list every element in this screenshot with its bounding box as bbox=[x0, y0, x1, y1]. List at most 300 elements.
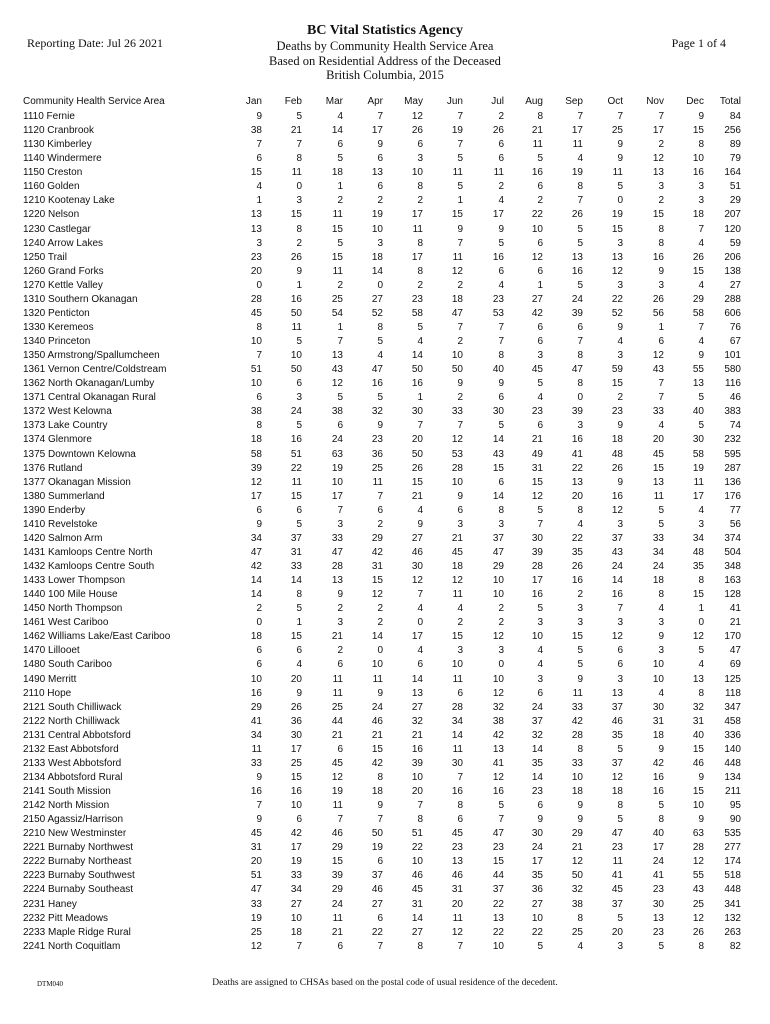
table-row bbox=[23, 490, 741, 504]
count-cell: 11 bbox=[372, 673, 383, 685]
count-cell: 37 bbox=[611, 898, 623, 910]
count-cell: 84 bbox=[729, 111, 741, 122]
count-cell: 5 bbox=[658, 940, 664, 952]
count-cell: 40 bbox=[492, 364, 504, 376]
count-cell: 5 bbox=[577, 645, 583, 657]
count-cell: 38 bbox=[250, 406, 262, 418]
count-cell: 3 bbox=[658, 181, 664, 193]
count-cell: 32 bbox=[411, 715, 423, 727]
count-cell: 116 bbox=[725, 378, 741, 390]
count-cell: 25 bbox=[250, 926, 262, 938]
count-cell: 46 bbox=[611, 715, 623, 727]
table-row bbox=[23, 293, 741, 307]
count-cell: 10 bbox=[451, 476, 463, 488]
count-cell: 6 bbox=[377, 856, 383, 868]
count-cell: 50 bbox=[290, 307, 302, 319]
count-cell: 19 bbox=[611, 209, 623, 221]
count-cell: 19 bbox=[371, 209, 383, 221]
count-cell: 8 bbox=[256, 321, 262, 333]
count-cell: 15 bbox=[250, 167, 262, 179]
table-row bbox=[23, 616, 741, 630]
count-cell: 3 bbox=[658, 279, 664, 291]
count-cell: 26 bbox=[611, 462, 623, 474]
count-cell: 0 bbox=[296, 181, 302, 193]
table-row bbox=[23, 560, 741, 574]
count-cell: 15 bbox=[492, 462, 504, 474]
count-cell: 6 bbox=[337, 139, 343, 151]
count-cell: 12 bbox=[531, 490, 543, 502]
area-name-cell: 1270 Kettle Valley bbox=[23, 279, 103, 291]
count-cell: 5 bbox=[498, 800, 504, 812]
count-cell: 42 bbox=[250, 561, 262, 572]
count-cell: 47 bbox=[611, 828, 623, 840]
count-cell: 15 bbox=[451, 209, 463, 221]
count-cell: 47 bbox=[451, 307, 463, 319]
count-cell: 374 bbox=[724, 532, 741, 544]
count-cell: 18 bbox=[331, 167, 343, 179]
count-cell: 34 bbox=[250, 729, 262, 741]
table-row bbox=[23, 405, 741, 419]
count-cell: 27 bbox=[371, 293, 383, 305]
count-cell: 6 bbox=[377, 181, 383, 193]
area-name-cell: 1420 Salmon Arm bbox=[23, 532, 103, 544]
count-cell: 3 bbox=[617, 518, 623, 530]
count-cell: 18 bbox=[611, 434, 623, 446]
count-cell: 8 bbox=[537, 111, 543, 122]
count-cell: 12 bbox=[652, 153, 664, 165]
count-cell: 33 bbox=[331, 532, 343, 544]
count-cell: 132 bbox=[724, 912, 741, 924]
count-cell: 13 bbox=[411, 687, 423, 699]
count-cell: 18 bbox=[692, 209, 704, 221]
count-cell: 2 bbox=[337, 195, 343, 207]
count-cell: 0 bbox=[256, 279, 262, 291]
count-cell: 48 bbox=[611, 448, 623, 460]
count-cell: 6 bbox=[537, 181, 543, 193]
count-cell: 17 bbox=[290, 842, 302, 854]
count-cell: 9 bbox=[617, 321, 623, 333]
table-body bbox=[23, 110, 741, 954]
count-cell: 12 bbox=[692, 631, 704, 643]
count-cell: 7 bbox=[457, 237, 463, 249]
count-cell: 12 bbox=[331, 378, 343, 390]
count-cell: 4 bbox=[658, 420, 664, 432]
count-cell: 15 bbox=[411, 476, 423, 488]
count-cell: 8 bbox=[698, 687, 704, 699]
count-cell: 15 bbox=[331, 856, 343, 868]
count-cell: 6 bbox=[377, 912, 383, 924]
count-cell: 29 bbox=[250, 701, 262, 713]
count-cell: 39 bbox=[411, 757, 423, 769]
count-cell: 15 bbox=[531, 476, 543, 488]
count-cell: 8 bbox=[658, 223, 664, 235]
count-cell: 23 bbox=[411, 293, 423, 305]
count-cell: 3 bbox=[658, 645, 664, 657]
area-name-cell: 2233 Maple Ridge Rural bbox=[23, 926, 131, 938]
count-cell: 20 bbox=[250, 856, 262, 868]
count-cell: 7 bbox=[617, 603, 623, 615]
count-cell: 6 bbox=[417, 139, 423, 151]
count-cell: 2 bbox=[256, 603, 262, 615]
count-cell: 30 bbox=[531, 828, 543, 840]
count-cell: 11 bbox=[412, 223, 423, 235]
count-cell: 136 bbox=[724, 476, 741, 488]
count-cell: 47 bbox=[250, 884, 262, 896]
table-row bbox=[23, 771, 741, 785]
count-cell: 16 bbox=[571, 265, 583, 277]
count-cell: 41 bbox=[729, 603, 741, 615]
count-cell: 5 bbox=[577, 237, 583, 249]
count-cell: 54 bbox=[331, 307, 343, 319]
count-cell: 11 bbox=[612, 167, 623, 179]
count-cell: 18 bbox=[611, 786, 623, 797]
area-name-cell: 2131 Central Abbotsford bbox=[23, 729, 131, 741]
count-cell: 20 bbox=[411, 786, 423, 797]
title-block bbox=[0, 22, 770, 83]
count-cell: 18 bbox=[250, 631, 262, 643]
table-row bbox=[23, 476, 741, 490]
count-cell: 9 bbox=[256, 771, 262, 783]
count-cell: 2 bbox=[577, 589, 583, 601]
count-cell: 23 bbox=[492, 842, 504, 854]
count-cell: 11 bbox=[452, 589, 463, 601]
count-cell: 16 bbox=[692, 167, 704, 179]
count-cell: 53 bbox=[492, 307, 504, 319]
table-row bbox=[23, 265, 741, 279]
area-name-cell: 1150 Creston bbox=[23, 167, 83, 179]
count-cell: 34 bbox=[692, 532, 704, 544]
count-cell: 16 bbox=[492, 251, 504, 263]
count-cell: 14 bbox=[492, 434, 504, 446]
count-cell: 2 bbox=[337, 645, 343, 657]
count-cell: 30 bbox=[411, 561, 423, 572]
table-row bbox=[23, 223, 741, 237]
table-row bbox=[23, 124, 741, 138]
count-cell: 58 bbox=[250, 448, 262, 460]
area-name-cell: 1432 Kamloops Centre South bbox=[23, 561, 155, 572]
count-cell: 22 bbox=[611, 293, 623, 305]
count-cell: 12 bbox=[250, 476, 262, 488]
area-name-cell: 1376 Rutland bbox=[23, 462, 83, 474]
table-row bbox=[23, 785, 741, 799]
count-cell: 118 bbox=[725, 687, 741, 699]
count-cell: 25 bbox=[571, 926, 583, 938]
count-cell: 7 bbox=[296, 940, 302, 952]
count-cell: 2 bbox=[498, 111, 504, 122]
count-cell: 46 bbox=[729, 392, 741, 404]
count-cell: 6 bbox=[337, 940, 343, 952]
count-cell: 23 bbox=[451, 842, 463, 854]
count-cell: 9 bbox=[537, 814, 543, 826]
count-cell: 28 bbox=[451, 462, 463, 474]
count-cell: 7 bbox=[256, 139, 262, 151]
count-cell: 7 bbox=[337, 814, 343, 826]
count-cell: 1 bbox=[296, 279, 302, 291]
count-cell: 4 bbox=[577, 940, 583, 952]
count-cell: 23 bbox=[611, 406, 623, 418]
count-cell: 4 bbox=[417, 645, 423, 657]
count-cell: 33 bbox=[652, 532, 664, 544]
count-cell: 11 bbox=[572, 687, 583, 699]
count-cell: 45 bbox=[250, 307, 262, 319]
count-cell: 2 bbox=[617, 392, 623, 404]
count-cell: 4 bbox=[617, 336, 623, 347]
count-cell: 30 bbox=[652, 701, 664, 713]
count-cell: 36 bbox=[531, 884, 543, 896]
count-cell: 7 bbox=[498, 814, 504, 826]
table-row bbox=[23, 869, 741, 883]
count-cell: 17 bbox=[531, 856, 543, 868]
count-cell: 22 bbox=[531, 926, 543, 938]
count-cell: 37 bbox=[290, 532, 302, 544]
count-cell: 35 bbox=[571, 546, 583, 558]
count-cell: 27 bbox=[411, 532, 423, 544]
count-cell: 174 bbox=[724, 856, 741, 868]
area-name-cell: 1374 Glenmore bbox=[23, 434, 92, 446]
count-cell: 6 bbox=[337, 659, 343, 671]
count-cell: 10 bbox=[371, 659, 383, 671]
table-row bbox=[23, 588, 741, 602]
count-cell: 10 bbox=[451, 659, 463, 671]
count-cell: 15 bbox=[692, 125, 704, 137]
count-cell: 95 bbox=[729, 800, 741, 812]
count-cell: 5 bbox=[698, 645, 704, 657]
count-cell: 15 bbox=[331, 251, 343, 263]
count-cell: 36 bbox=[371, 448, 383, 460]
count-cell: 101 bbox=[724, 350, 741, 362]
count-cell: 4 bbox=[698, 237, 704, 249]
count-cell: 18 bbox=[571, 786, 583, 797]
area-name-cell: 2241 North Coquitlam bbox=[23, 940, 121, 952]
area-name-cell: 2150 Agassiz/Harrison bbox=[23, 814, 124, 826]
area-name-cell: 1250 Trail bbox=[23, 251, 67, 263]
count-cell: 170 bbox=[724, 631, 741, 643]
count-cell: 43 bbox=[611, 546, 623, 558]
count-cell: 56 bbox=[652, 307, 664, 319]
count-cell: 15 bbox=[331, 223, 343, 235]
count-cell: 7 bbox=[457, 771, 463, 783]
count-cell: 13 bbox=[692, 378, 704, 390]
count-cell: 6 bbox=[337, 420, 343, 432]
count-cell: 2 bbox=[337, 603, 343, 615]
count-cell: 16 bbox=[290, 786, 302, 797]
count-cell: 41 bbox=[492, 757, 504, 769]
count-cell: 16 bbox=[571, 575, 583, 587]
count-cell: 4 bbox=[417, 336, 423, 347]
count-cell: 21 bbox=[531, 434, 543, 446]
count-cell: 164 bbox=[724, 167, 741, 179]
count-cell: 28 bbox=[571, 729, 583, 741]
count-cell: 15 bbox=[692, 786, 704, 797]
count-cell: 2 bbox=[296, 237, 302, 249]
count-cell: 38 bbox=[571, 898, 583, 910]
reporting-date: Reporting Date: Jul 26 2021 bbox=[27, 36, 163, 50]
count-cell: 27 bbox=[411, 926, 423, 938]
count-cell: 2 bbox=[457, 336, 463, 347]
count-cell: 24 bbox=[531, 842, 543, 854]
count-cell: 18 bbox=[371, 251, 383, 263]
count-cell: 42 bbox=[652, 757, 664, 769]
count-cell: 2 bbox=[337, 279, 343, 291]
count-cell: 341 bbox=[724, 898, 741, 910]
count-cell: 10 bbox=[492, 589, 504, 601]
count-cell: 3 bbox=[296, 392, 302, 404]
count-cell: 13 bbox=[652, 167, 664, 179]
count-cell: 140 bbox=[724, 743, 741, 755]
count-cell: 3 bbox=[256, 237, 262, 249]
count-cell: 12 bbox=[250, 940, 262, 952]
count-cell: 26 bbox=[290, 251, 302, 263]
count-cell: 77 bbox=[729, 504, 741, 516]
count-cell: 6 bbox=[537, 336, 543, 347]
count-cell: 3 bbox=[698, 518, 704, 530]
count-cell: 7 bbox=[337, 336, 343, 347]
count-cell: 29 bbox=[331, 884, 343, 896]
count-cell: 23 bbox=[611, 842, 623, 854]
column-header: Mar bbox=[325, 96, 343, 107]
count-cell: 3 bbox=[698, 181, 704, 193]
count-cell: 21 bbox=[531, 125, 543, 137]
count-cell: 29 bbox=[571, 828, 583, 840]
count-cell: 1 bbox=[537, 279, 543, 291]
count-cell: 41 bbox=[250, 715, 262, 727]
count-cell: 24 bbox=[652, 856, 664, 868]
count-cell: 6 bbox=[498, 153, 504, 165]
count-cell: 9 bbox=[337, 589, 343, 601]
count-cell: 63 bbox=[331, 448, 343, 460]
count-cell: 5 bbox=[377, 392, 383, 404]
count-cell: 40 bbox=[652, 828, 664, 840]
count-cell: 1 bbox=[658, 321, 664, 333]
count-cell: 3 bbox=[577, 603, 583, 615]
count-cell: 10 bbox=[411, 856, 423, 868]
count-cell: 14 bbox=[250, 589, 262, 601]
count-cell: 20 bbox=[250, 265, 262, 277]
count-cell: 11 bbox=[332, 687, 343, 699]
count-cell: 22 bbox=[371, 926, 383, 938]
count-cell: 9 bbox=[658, 265, 664, 277]
count-cell: 35 bbox=[611, 729, 623, 741]
count-cell: 8 bbox=[658, 814, 664, 826]
count-cell: 8 bbox=[296, 223, 302, 235]
count-cell: 13 bbox=[492, 743, 504, 755]
page-number: Page 1 of 4 bbox=[671, 36, 726, 50]
count-cell: 10 bbox=[250, 336, 262, 347]
count-cell: 13 bbox=[692, 673, 704, 685]
count-cell: 10 bbox=[451, 350, 463, 362]
count-cell: 22 bbox=[571, 462, 583, 474]
count-cell: 35 bbox=[692, 561, 704, 572]
count-cell: 16 bbox=[652, 251, 664, 263]
count-cell: 37 bbox=[611, 532, 623, 544]
table-row bbox=[23, 462, 741, 476]
count-cell: 9 bbox=[498, 223, 504, 235]
count-cell: 17 bbox=[411, 631, 423, 643]
area-name-cell: 1461 West Cariboo bbox=[23, 617, 109, 629]
count-cell: 21 bbox=[331, 631, 343, 643]
count-cell: 34 bbox=[451, 715, 463, 727]
count-cell: 51 bbox=[250, 364, 262, 376]
area-name-cell: 1433 Lower Thompson bbox=[23, 575, 126, 587]
count-cell: 0 bbox=[698, 617, 704, 629]
count-cell: 8 bbox=[617, 800, 623, 812]
footer-note: Deaths are assigned to CHSAs based on the postal code of usual residence of the decedent. bbox=[212, 978, 558, 988]
table-row bbox=[23, 546, 741, 560]
count-cell: 51 bbox=[290, 448, 302, 460]
count-cell: 11 bbox=[291, 476, 302, 488]
area-name-cell: 2231 Haney bbox=[23, 898, 77, 910]
count-cell: 11 bbox=[332, 209, 343, 221]
table-row bbox=[23, 883, 741, 897]
count-cell: 6 bbox=[537, 800, 543, 812]
count-cell: 14 bbox=[611, 575, 623, 587]
count-cell: 7 bbox=[658, 111, 664, 122]
count-cell: 15 bbox=[451, 631, 463, 643]
table-row bbox=[23, 940, 741, 954]
count-cell: 3 bbox=[457, 518, 463, 530]
count-cell: 31 bbox=[411, 898, 423, 910]
count-cell: 5 bbox=[537, 603, 543, 615]
count-cell: 37 bbox=[492, 532, 504, 544]
count-cell: 23 bbox=[531, 406, 543, 418]
count-cell: 23 bbox=[371, 434, 383, 446]
count-cell: 32 bbox=[571, 884, 583, 896]
count-cell: 5 bbox=[337, 392, 343, 404]
count-cell: 163 bbox=[724, 575, 741, 587]
table-row bbox=[23, 307, 741, 321]
count-cell: 6 bbox=[256, 392, 262, 404]
count-cell: 20 bbox=[652, 434, 664, 446]
count-cell: 16 bbox=[652, 771, 664, 783]
count-cell: 9 bbox=[377, 687, 383, 699]
count-cell: 37 bbox=[611, 757, 623, 769]
count-cell: 23 bbox=[652, 926, 664, 938]
count-cell: 45 bbox=[652, 448, 664, 460]
count-cell: 11 bbox=[572, 139, 583, 151]
count-cell: 32 bbox=[371, 406, 383, 418]
count-cell: 14 bbox=[331, 125, 343, 137]
count-cell: 21 bbox=[290, 125, 302, 137]
count-cell: 49 bbox=[531, 448, 543, 460]
count-cell: 51 bbox=[729, 181, 741, 193]
count-cell: 138 bbox=[724, 265, 741, 277]
count-cell: 3 bbox=[498, 645, 504, 657]
count-cell: 14 bbox=[411, 350, 423, 362]
count-cell: 22 bbox=[571, 532, 583, 544]
count-cell: 47 bbox=[371, 364, 383, 376]
table-row bbox=[23, 644, 741, 658]
count-cell: 22 bbox=[492, 926, 504, 938]
count-cell: 7 bbox=[337, 504, 343, 516]
column-header: Total bbox=[719, 96, 741, 107]
count-cell: 6 bbox=[537, 687, 543, 699]
table-row bbox=[23, 926, 741, 940]
count-cell: 1 bbox=[337, 181, 343, 193]
area-name-cell: 1140 Windermere bbox=[23, 153, 102, 165]
count-cell: 35 bbox=[531, 870, 543, 882]
count-cell: 21 bbox=[331, 729, 343, 741]
count-cell: 31 bbox=[371, 561, 383, 572]
count-cell: 13 bbox=[571, 476, 583, 488]
count-cell: 11 bbox=[653, 490, 664, 502]
area-name-cell: 1372 West Kelowna bbox=[23, 406, 112, 418]
count-cell: 3 bbox=[577, 420, 583, 432]
count-cell: 10 bbox=[411, 167, 423, 179]
count-cell: 42 bbox=[371, 546, 383, 558]
count-cell: 13 bbox=[250, 209, 262, 221]
count-cell: 13 bbox=[492, 912, 504, 924]
count-cell: 17 bbox=[692, 490, 704, 502]
